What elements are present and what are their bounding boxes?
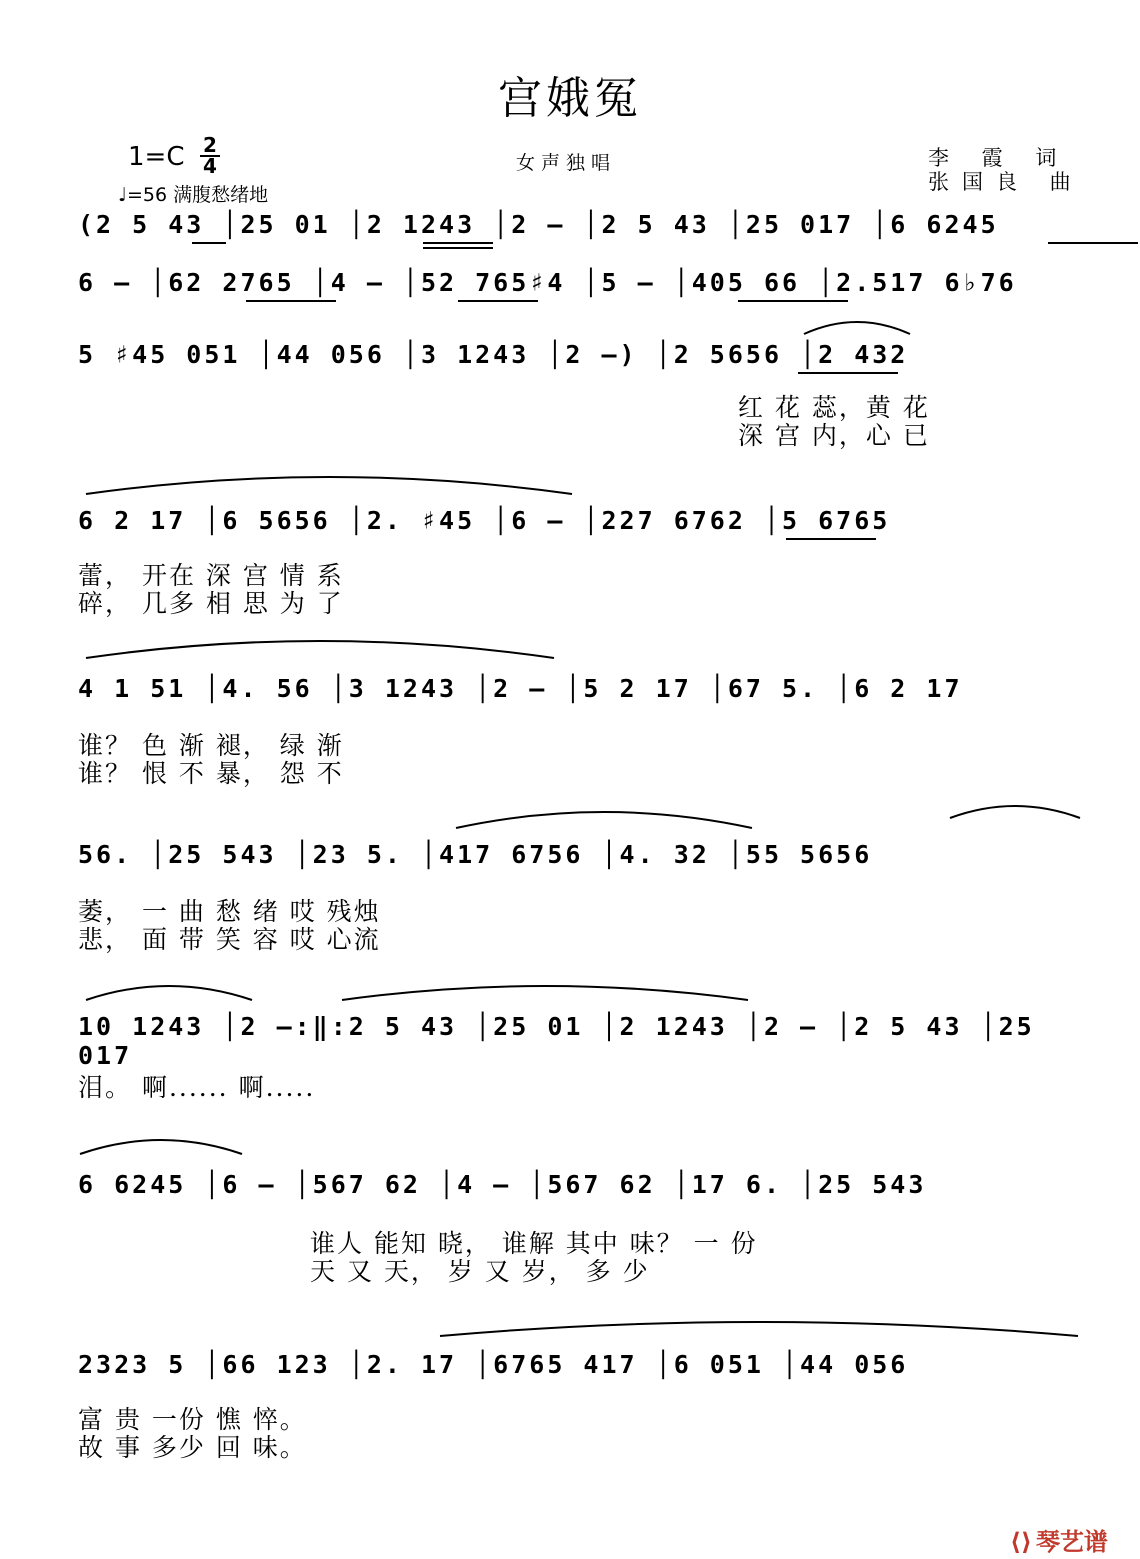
- lyric-verse-1: 富 贵 一份 憔 悴。: [78, 1405, 307, 1434]
- lyric-verse-1: 红 花 蕊，黄 花: [738, 393, 930, 422]
- watermark-logo: [1010, 1522, 1108, 1557]
- watermark-text: 琴艺谱: [1035, 1528, 1108, 1556]
- music-line-8: [78, 1128, 1080, 1288]
- notation: 6 – │62 2765 │4 – │52 765♯4 │5 – │405 66 │2.517 6♭76: [78, 268, 1017, 297]
- lyric-verse-2: 天 又 天， 岁 又 岁， 多 少: [310, 1257, 650, 1286]
- lyric-verse-2: 深 宫 内，心 已: [738, 421, 930, 450]
- time-denominator: 4: [200, 155, 220, 176]
- music-line-3: [78, 318, 1080, 448]
- time-numerator: 2: [203, 133, 217, 157]
- lyric-verse-1: 蕾， 开在 深 宫 情 系: [78, 561, 344, 590]
- composer-credit: 张国良 曲: [928, 170, 1084, 194]
- music-line-4: [78, 470, 1080, 618]
- notation: 5 ♯45 051 │44 056 │3 1243 │2 –) │2 5656 │2 432: [78, 340, 909, 369]
- lyric-verse-2: 悲， 面 带 笑 容 哎 心流: [78, 925, 381, 954]
- notation: 2323 5 │66 123 │2. 17 │6765 417 │6 051 │44 056: [78, 1350, 909, 1379]
- lyric-verse-1: 泪。 啊...... 啊.....: [78, 1073, 316, 1102]
- notation: 56. │25 543 │23 5. │417 6756 │4. 32 │55 5656: [78, 840, 873, 869]
- time-signature: [200, 133, 220, 178]
- music-line-1: [78, 200, 1080, 256]
- music-line-9: [78, 1310, 1080, 1460]
- key-signature: 1=C: [128, 142, 185, 172]
- lyric-verse-1: 萎， 一 曲 愁 绪 哎 残烛: [78, 897, 381, 926]
- lyricist-credit: 李 霞 词: [928, 146, 1070, 170]
- notation: 6 2 17 │6 5656 │2. ♯45 │6 – │227 6762 │5 6765: [78, 506, 891, 535]
- music-line-6: [78, 800, 1080, 954]
- logo-mark-icon: ⟨⟩: [1010, 1528, 1032, 1556]
- music-line-7: [78, 972, 1080, 1102]
- lyric-verse-2: 谁？ 恨 不 暴， 怨 不: [78, 759, 344, 788]
- lyric-verse-1: 谁人 能知 晓， 谁解 其中 味？ 一 份: [310, 1229, 758, 1258]
- lyric-verse-2: 碎， 几多 相 思 为 了: [78, 589, 344, 618]
- page-title: 宫娥冤: [498, 73, 642, 124]
- performance-style: 女声独唱: [516, 152, 617, 174]
- lyric-verse-2: 故 事 多少 回 味。: [78, 1433, 307, 1462]
- music-line-2: [78, 258, 1080, 314]
- music-line-5: [78, 634, 1080, 788]
- notation: (2 5 43 │25 01 │2 1243 │2 – │2 5 43 │25 017 │6 6245: [78, 210, 999, 239]
- notation: 6 6245 │6 – │567 62 │4 – │567 62 │17 6. │25 543: [78, 1170, 927, 1199]
- lyric-verse-1: 谁？ 色 渐 褪， 绿 渐: [78, 731, 344, 760]
- notation: 10 1243 │2 –:‖:2 5 43 │25 01 │2 1243 │2 – │2 5 43 │25 017: [78, 1012, 1035, 1070]
- notation: 4 1 51 │4. 56 │3 1243 │2 – │5 2 17 │67 5. │6 2 17: [78, 674, 963, 703]
- tempo-marking: ♩=56 满腹愁绪地: [118, 184, 269, 206]
